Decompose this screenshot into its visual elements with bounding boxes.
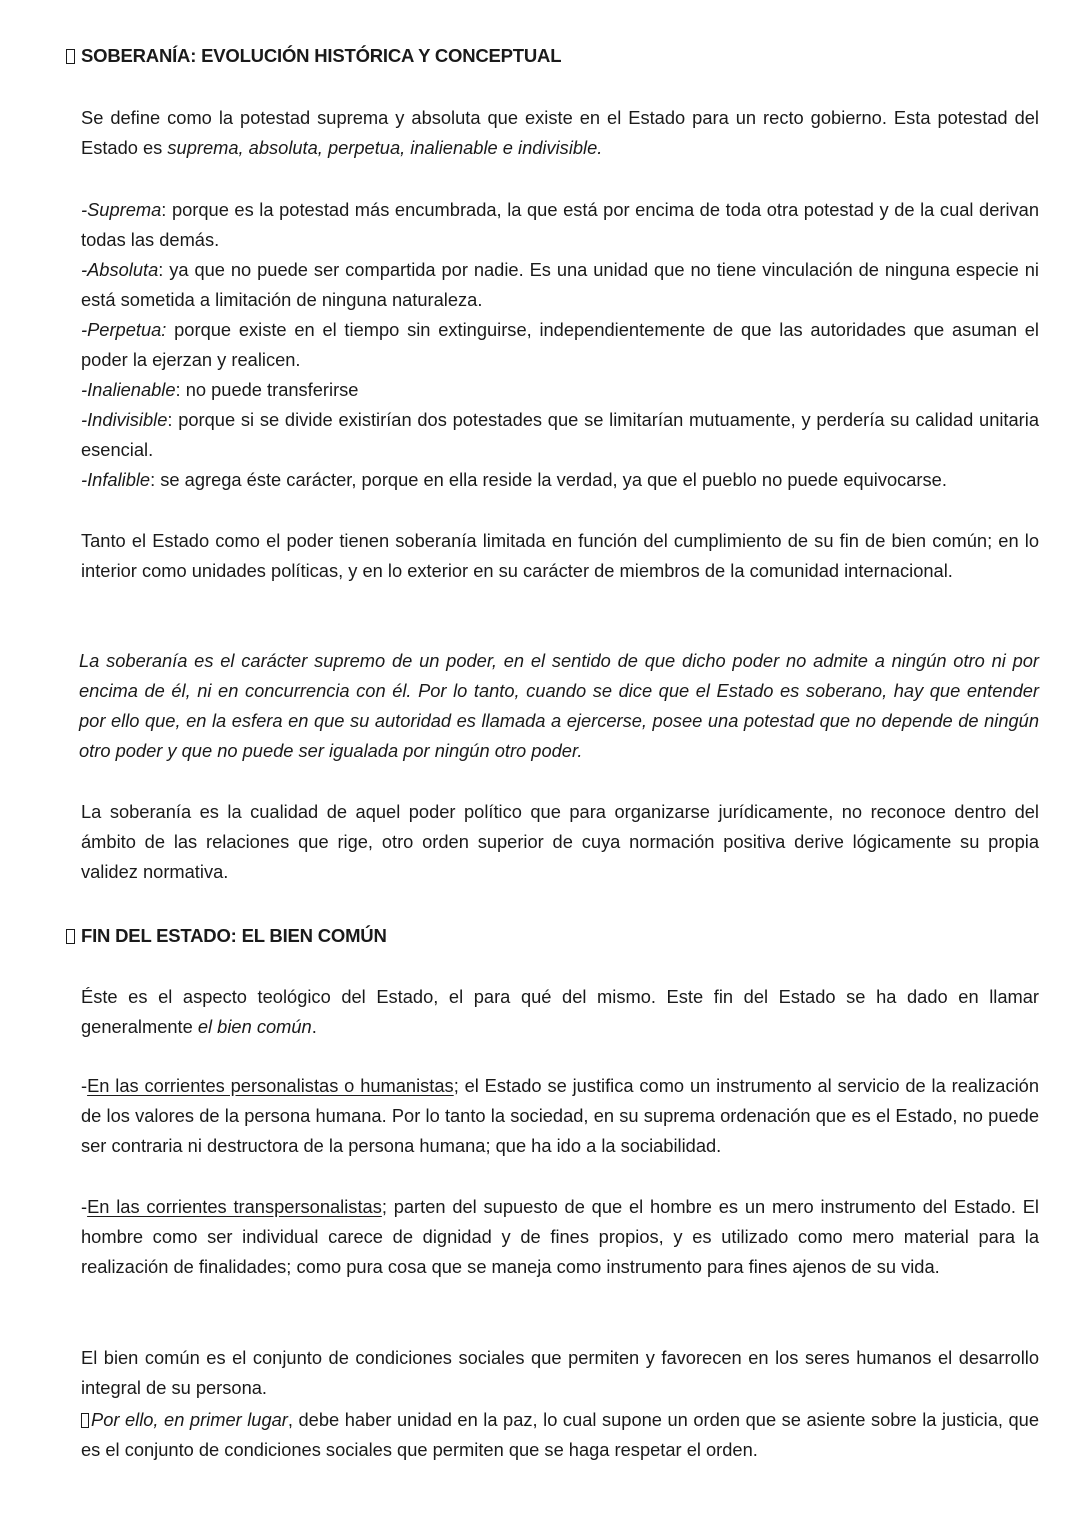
paragraph-personalist <box>81 1071 1039 1161</box>
section-title: SOBERANÍA: EVOLUCIÓN HISTÓRICA Y CONCEPTUAL <box>81 45 562 66</box>
trait-separator: : <box>158 259 170 280</box>
trait-suprema <box>81 195 1039 255</box>
bullet-box-icon <box>81 1413 89 1428</box>
definition-text: Se define como la potestad suprema y absoluta que existe en el Estado para un recto gobierno. Esta potestad del Estado es <box>81 107 1039 158</box>
paragraph-supreme-character: La soberanía es el carácter supremo de un poder, en el sentido de que dicho poder no admite a ningún otro ni por encima de él, ni en concurrencia con él. Por lo tanto, cuando se dice que el Estado es soberano, hay que entender por ello que, en la esfera en que su autoridad es llamada a ejercerse, posee una potestad que no depende de ningún otro poder y que no puede ser igualada por ningún otro poder. <box>79 650 1039 761</box>
trait-term: -Absoluta <box>81 259 159 280</box>
bien-comun-italic: el bien común <box>197 1016 312 1037</box>
trait-separator: : <box>175 379 186 400</box>
paragraph-definition <box>81 103 1039 163</box>
trait-text: ya que no puede ser compartida por nadie. Es una unidad que no tiene vinculación de ninguna especie ni está sometida a limitación de ninguna naturaleza. <box>81 259 1039 310</box>
trait-separator <box>166 319 174 340</box>
trait-text: porque si se divide existirían dos potestades que se limitarían mutuamente, y perdería su calidad unitaria esencial. <box>81 409 1039 460</box>
paragraph-sovereignty-quality: La soberanía es la cualidad de aquel poder político que para organizarse jurídicamente, no reconoce dentro del ámbito de las relaciones que rige, otro orden superior de cuya normación positiva derive lógicamente su propia validez normativa. <box>81 801 1039 882</box>
trait-separator: : <box>161 199 172 220</box>
section-heading-fin-del-estado <box>66 925 387 947</box>
paragraph-transpersonalist <box>81 1192 1039 1282</box>
transpersonalist-term: En las corrientes transpersonalistas <box>87 1196 382 1217</box>
trait-indivisible <box>81 405 1039 465</box>
bullet-box-icon <box>66 929 75 944</box>
trait-text: no puede transferirse <box>185 379 359 400</box>
trait-text: porque existe en el tiempo sin extinguirse, independientemente de que las autoridades que asuman el poder la ejerzan y realicen. <box>81 319 1039 370</box>
paragraph-first-place <box>81 1405 1039 1465</box>
paragraph-teleological <box>81 982 1039 1042</box>
trait-text: porque es la potestad más encumbrada, la que está por encima de toda otra potestad y de la cual derivan todas las demás. <box>81 199 1039 250</box>
paragraph-common-good-definition: El bien común es el conjunto de condiciones sociales que permiten y favorecen en los seres humanos el desarrollo integral de su persona. <box>81 1347 1039 1398</box>
trait-term: -Indivisible <box>81 409 168 430</box>
first-place-text: , debe haber unidad en la paz, lo cual supone un orden que se asiente sobre la justicia, que es el conjunto de condiciones sociales que permiten que se haga respetar el orden. <box>81 1409 1040 1460</box>
paragraph-limited-sovereignty: Tanto el Estado como el poder tienen soberanía limitada en función del cumplimiento de su fin de bien común; en lo interior como unidades políticas, y en lo exterior en su carácter de miembros de la comunidad internacional. <box>81 530 1039 581</box>
trait-inalienable <box>81 375 1039 405</box>
list-dash: - <box>81 1196 88 1217</box>
trait-term: -Infalible <box>81 469 151 490</box>
trait-term: -Suprema <box>81 199 162 220</box>
list-dash: - <box>81 1075 88 1096</box>
trait-perpetua <box>81 315 1039 375</box>
bullet-box-icon <box>66 49 75 64</box>
teleological-end: . <box>311 1016 317 1037</box>
first-place-italic: Por ello, en primer lugar <box>91 1409 288 1430</box>
trait-separator: : <box>150 469 161 490</box>
trait-separator: : <box>167 409 179 430</box>
section-title: FIN DEL ESTADO: EL BIEN COMÚN <box>81 925 387 946</box>
trait-term: -Inalienable <box>81 379 176 400</box>
definition-italic: suprema, absoluta, perpetua, inalienable e indivisible. <box>167 137 603 158</box>
trait-absoluta <box>81 255 1039 315</box>
personalist-text: ; el Estado se justifica como un instrumento al servicio de la realización de los valores de la persona humana. Por lo tanto la sociedad, en su suprema ordenación que es el Estado, no puede ser contraria ni destructora de la persona humana; que ha ido a la sociabilidad. <box>81 1075 1040 1156</box>
transpersonalist-text: ; parten del supuesto de que el hombre es un mero instrumento del Estado. El hombre como ser individual carece de dignidad y de fines propios, y es utilizado como mero material para la realización de finalidades; como pura cosa que se maneja como instrumento para fines ajenos de su vida. <box>81 1196 1039 1277</box>
section-heading-soberania <box>66 45 561 67</box>
teleological-text: Éste es el aspecto teológico del Estado, el para qué del mismo. Este fin del Estado se ha dado en llamar generalmente <box>81 986 1039 1037</box>
personalist-term: En las corrientes personalistas o humanistas <box>87 1075 454 1096</box>
trait-text: se agrega éste carácter, porque en ella reside la verdad, ya que el pueblo no puede equivocarse. <box>160 469 947 490</box>
trait-term: -Perpetua: <box>81 319 167 340</box>
trait-infalible <box>81 465 1039 495</box>
